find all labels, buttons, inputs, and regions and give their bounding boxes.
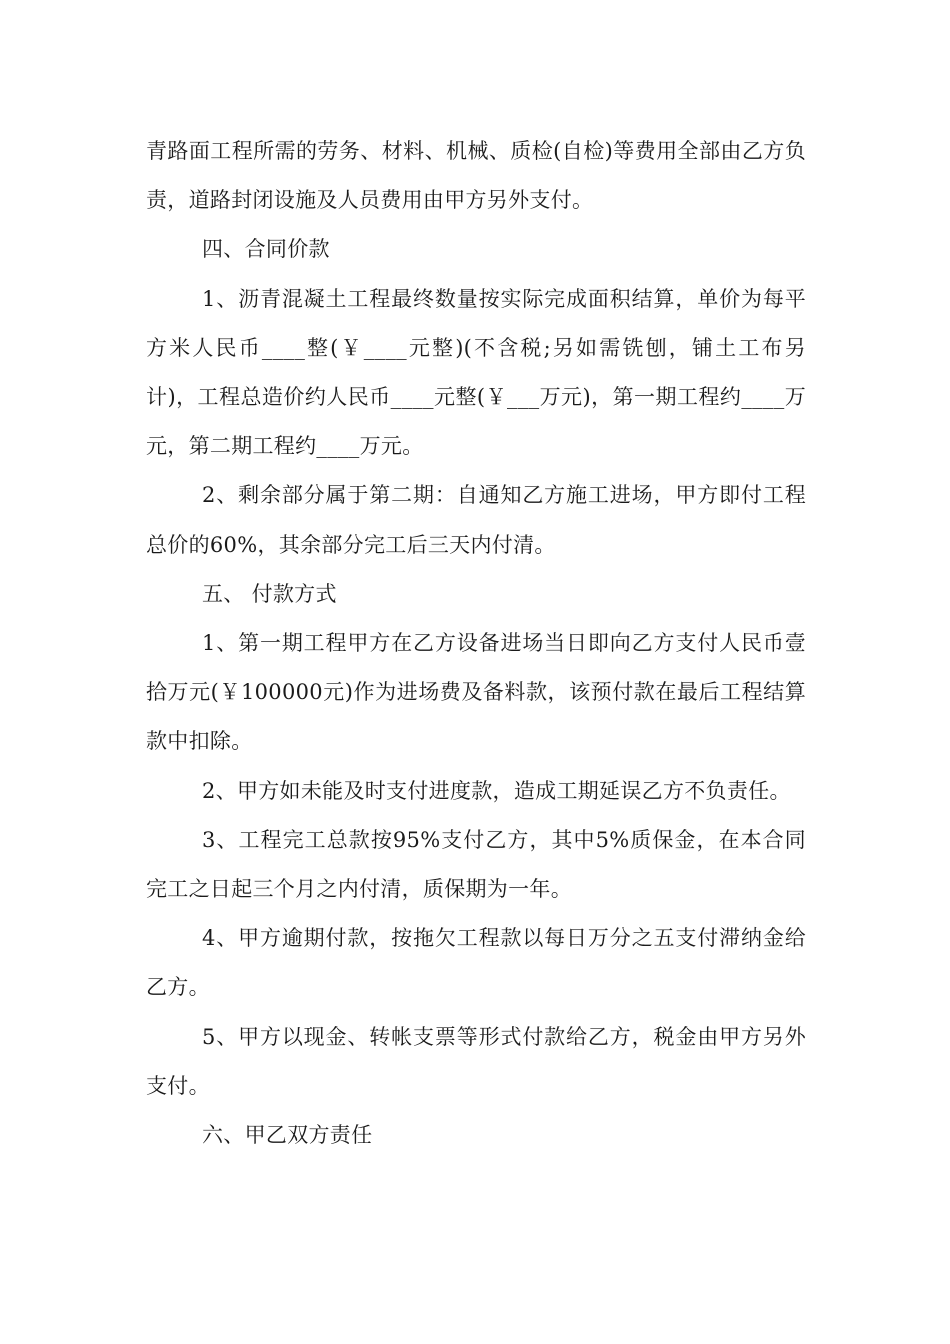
paragraph-payment-item-1: 1、第一期工程甲方在乙方设备进场当日即向乙方支付人民币壹拾万元(￥100000元)作为进场费及备料款，该预付款在最后工程结算款中扣除。 <box>146 631 806 754</box>
section-heading-contract-price: 四、合同价款 <box>202 237 330 262</box>
paragraph-payment-item-2: 2、甲方如未能及时支付进度款，造成工期延误乙方不负责任。 <box>202 778 791 803</box>
paragraph-payment-item-3: 3、工程完工总款按95%支付乙方，其中5%质保金，在本合同完工之日起三个月之内付清，质保期为一年。 <box>146 827 806 902</box>
document-body <box>146 127 806 1160</box>
paragraph-price-item-1: 1、沥青混凝土工程最终数量按实际完成面积结算，单价为每平方米人民币____整(￥____元整)(不含税;另如需铣刨，铺土工布另计)，工程总造价约人民币____元整(￥___万元)，第一期工程约____万元，第二期工程约____万元。 <box>146 286 806 459</box>
paragraph-payment-item-4: 4、甲方逾期付款，按拖欠工程款以每日万分之五支付滞纳金给乙方。 <box>146 926 806 1000</box>
section-heading-payment-method: 五、 付款方式 <box>202 581 337 606</box>
paragraph-price-item-2: 2、剩余部分属于第二期：自通知乙方施工进场，甲方即付工程总价的60%，其余部分完工后三天内付清。 <box>146 483 806 557</box>
paragraph-continuation: 青路面工程所需的劳务、材料、机械、质检(自检)等费用全部由乙方负责，道路封闭设施及人员费用由甲方另外支付。 <box>146 139 806 213</box>
section-heading-responsibilities: 六、甲乙双方责任 <box>202 1123 373 1148</box>
paragraph-payment-item-5: 5、甲方以现金、转帐支票等形式付款给乙方，税金由甲方另外支付。 <box>146 1024 806 1098</box>
